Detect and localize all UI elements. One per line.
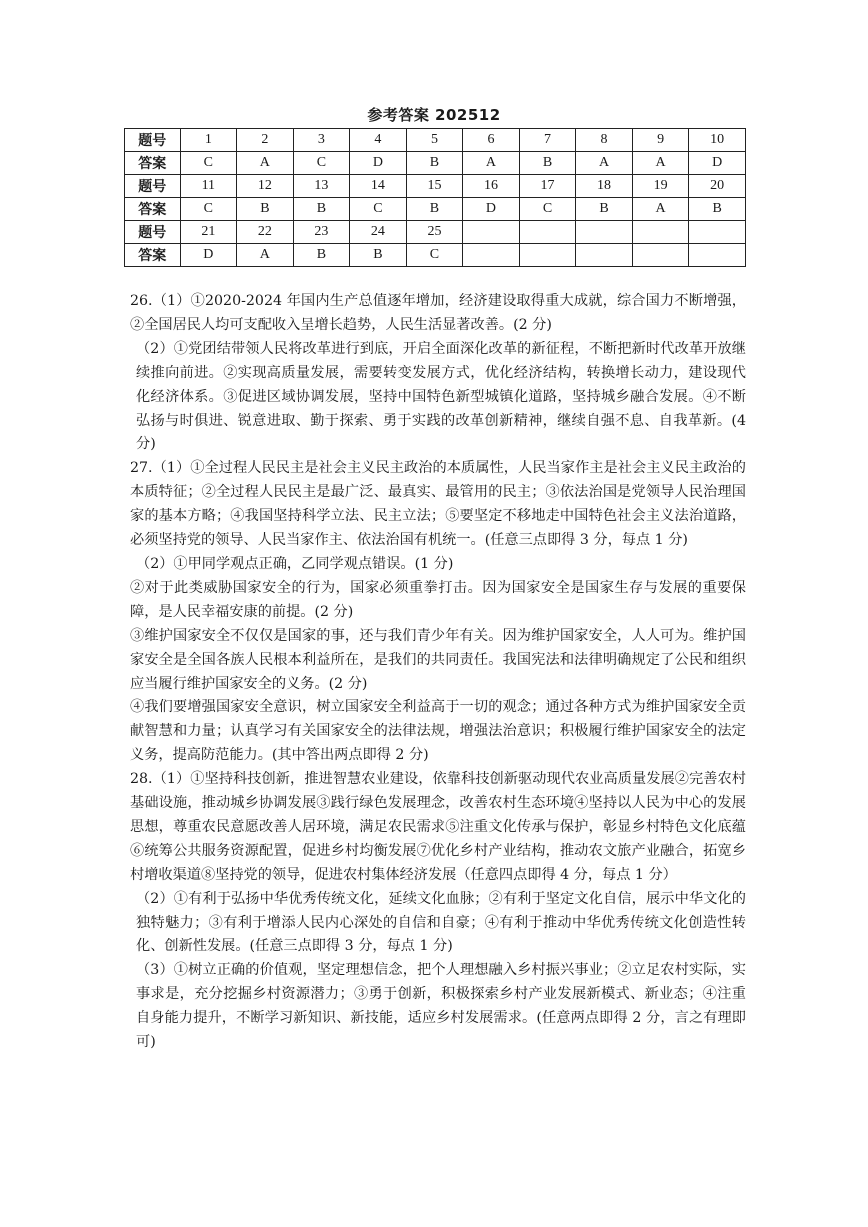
table-cell: B (576, 198, 633, 221)
table-cell: 25 (406, 221, 463, 244)
table-cell: B (689, 198, 746, 221)
table-cell: B (293, 244, 350, 267)
table-cell: 15 (406, 175, 463, 198)
answer-27-part-2-point-2: ②对于此类威胁国家安全的行为，国家必须重拳打击。因为国家安全是国家生存与发展的重要保障，是人民幸福安康的前提。(2 分) (130, 579, 746, 620)
table-cell: 21 (180, 221, 237, 244)
table-row (125, 175, 746, 198)
row-label: 题号 (125, 221, 181, 244)
row-label: 答案 (125, 244, 181, 267)
table-cell (519, 244, 576, 267)
table-cell: A (463, 152, 520, 175)
table-cell: 18 (576, 175, 633, 198)
table-cell: A (632, 198, 689, 221)
table-cell: B (406, 152, 463, 175)
answer-28-part-2: （2）①有利于弘扬中华优秀传统文化，延续文化血脉；②有利于坚定文化自信，展示中华文化的独特魅力；③有利于增添人民内心深处的自信和自豪；④有利于推动中华优秀传统文化创造性转化、创新性发展。(任意三点即得 3 分，每点 1 分) (136, 890, 746, 955)
table-cell: D (350, 152, 407, 175)
table-cell: 8 (576, 129, 633, 152)
table-cell: B (293, 198, 350, 221)
table-cell: 7 (519, 129, 576, 152)
table-row (125, 152, 746, 175)
table-cell: 5 (406, 129, 463, 152)
table-cell (632, 221, 689, 244)
table-cell: 16 (463, 175, 520, 198)
table-cell (463, 244, 520, 267)
table-row (125, 221, 746, 244)
table-cell: 23 (293, 221, 350, 244)
table-cell: C (293, 152, 350, 175)
answer-27-part-1: 27.（1）①全过程人民民主是社会主义民主政治的本质属性，人民当家作主是社会主义民主政治的本质特征；②全过程人民民主是最广泛、最真实、最管用的民主；③依法治国是党领导人民治理国家的基本方略；④我国坚持科学立法、民主立法；⑤要坚定不移地走中国特色社会主义法治道路，必须坚持党的领导、人民当家作主、依法治国有机统一。(任意三点即得 3 分，每点 1 分) (130, 460, 746, 549)
answer-26-part-2: （2）①党团结带领人民将改革进行到底，开启全面深化改革的新征程，不断把新时代改革开放继续推向前进。②实现高质量发展，需要转变发展方式，优化经济结构，转换增长动力，建设现代化经济体系。③促进区域协调发展，坚持中国特色新型城镇化道路，坚持城乡融合发展。④不断弘扬与时俱进、锐意进取、勤于探索、勇于实践的改革创新精神，继续自强不息、自我革新。(4 分) (136, 340, 746, 453)
answer-27-part-2-point-3: ③维护国家安全不仅仅是国家的事，还与我们青少年有关。因为维护国家安全，人人可为。维护国家安全是全国各族人民根本利益所在，是我们的共同责任。我国宪法和法律明确规定了公民和组织应当履行维护国家安全的义务。(2 分) (130, 627, 746, 692)
table-cell: 13 (293, 175, 350, 198)
row-label: 答案 (125, 198, 181, 221)
table-cell: D (463, 198, 520, 221)
table-row (125, 198, 746, 221)
table-cell: 11 (180, 175, 237, 198)
page-title: 参考答案 202512 (367, 106, 501, 124)
row-label: 答案 (125, 152, 181, 175)
answer-27-part-2-point-1: （2）①甲同学观点正确，乙同学观点错误。(1 分) (136, 555, 454, 572)
table-cell: A (237, 244, 294, 267)
table-cell: C (180, 198, 237, 221)
table-cell: B (237, 198, 294, 221)
table-cell: 17 (519, 175, 576, 198)
answer-table (124, 128, 746, 267)
table-cell: 14 (350, 175, 407, 198)
table-cell: D (180, 244, 237, 267)
row-label: 题号 (125, 129, 181, 152)
table-cell: D (689, 152, 746, 175)
answer-28-part-3: （3）①树立正确的价值观，坚定理想信念，把个人理想融入乡村振兴事业；②立足农村实际，实事求是，充分挖掘乡村资源潜力；③勇于创新，积极探索乡村产业发展新模式、新业态；④注重自身能力提升，不断学习新知识、新技能，适应乡村发展需求。(任意两点即得 2 分，言之有理即可) (136, 962, 746, 1051)
table-cell (519, 221, 576, 244)
table-cell: 10 (689, 129, 746, 152)
table-cell: 24 (350, 221, 407, 244)
table-cell (689, 244, 746, 267)
table-cell: 19 (632, 175, 689, 198)
table-cell (576, 244, 633, 267)
answer-27-part-2-point-4: ④我们要增强国家安全意识，树立国家安全利益高于一切的观念；通过各种方式为维护国家安全贡献智慧和力量；认真学习有关国家安全的法律法规，增强法治意识；积极履行维护国家安全的法定义务，提高防范能力。(其中答出两点即得 2 分) (130, 699, 746, 764)
table-cell: 4 (350, 129, 407, 152)
table-cell: C (350, 198, 407, 221)
table-row (125, 244, 746, 267)
table-cell: 6 (463, 129, 520, 152)
table-cell: 2 (237, 129, 294, 152)
table-cell: C (180, 152, 237, 175)
table-cell: 9 (632, 129, 689, 152)
table-cell (463, 221, 520, 244)
row-label: 题号 (125, 175, 181, 198)
table-cell: A (237, 152, 294, 175)
answer-28-part-1: 28.（1）①坚持科技创新，推进智慧农业建设，依靠科技创新驱动现代农业高质量发展②完善农村基础设施，推动城乡协调发展③践行绿色发展理念，改善农村生态环境④坚持以人民为中心的发展思想，尊重农民意愿改善人居环境，满足农民需求⑤注重文化传承与保护，彰显乡村特色文化底蕴⑥统筹公共服务资源配置，促进乡村均衡发展⑦优化乡村产业结构，推动农文旅产业融合，拓宽乡村增收渠道⑧坚持党的领导，促进农村集体经济发展（任意四点即得 4 分，每点 1 分） (130, 771, 746, 883)
table-cell (576, 221, 633, 244)
table-cell: 3 (293, 129, 350, 152)
table-cell: C (406, 244, 463, 267)
table-cell: 22 (237, 221, 294, 244)
table-cell: A (576, 152, 633, 175)
table-cell: B (406, 198, 463, 221)
table-cell (689, 221, 746, 244)
answer-explanations (130, 290, 746, 1055)
table-cell: 1 (180, 129, 237, 152)
table-cell: 20 (689, 175, 746, 198)
answer-26-part-1: 26.（1）①2020-2024 年国内生产总值逐年增加，经济建设取得重大成就，综合国力不断增强，②全国居民人均可支配收入呈增长趋势，人民生活显著改善。(2 分) (130, 293, 746, 333)
table-cell: B (350, 244, 407, 267)
table-row (125, 129, 746, 152)
table-cell: B (519, 152, 576, 175)
table-cell (632, 244, 689, 267)
table-cell: 12 (237, 175, 294, 198)
table-cell: C (519, 198, 576, 221)
table-cell: A (632, 152, 689, 175)
